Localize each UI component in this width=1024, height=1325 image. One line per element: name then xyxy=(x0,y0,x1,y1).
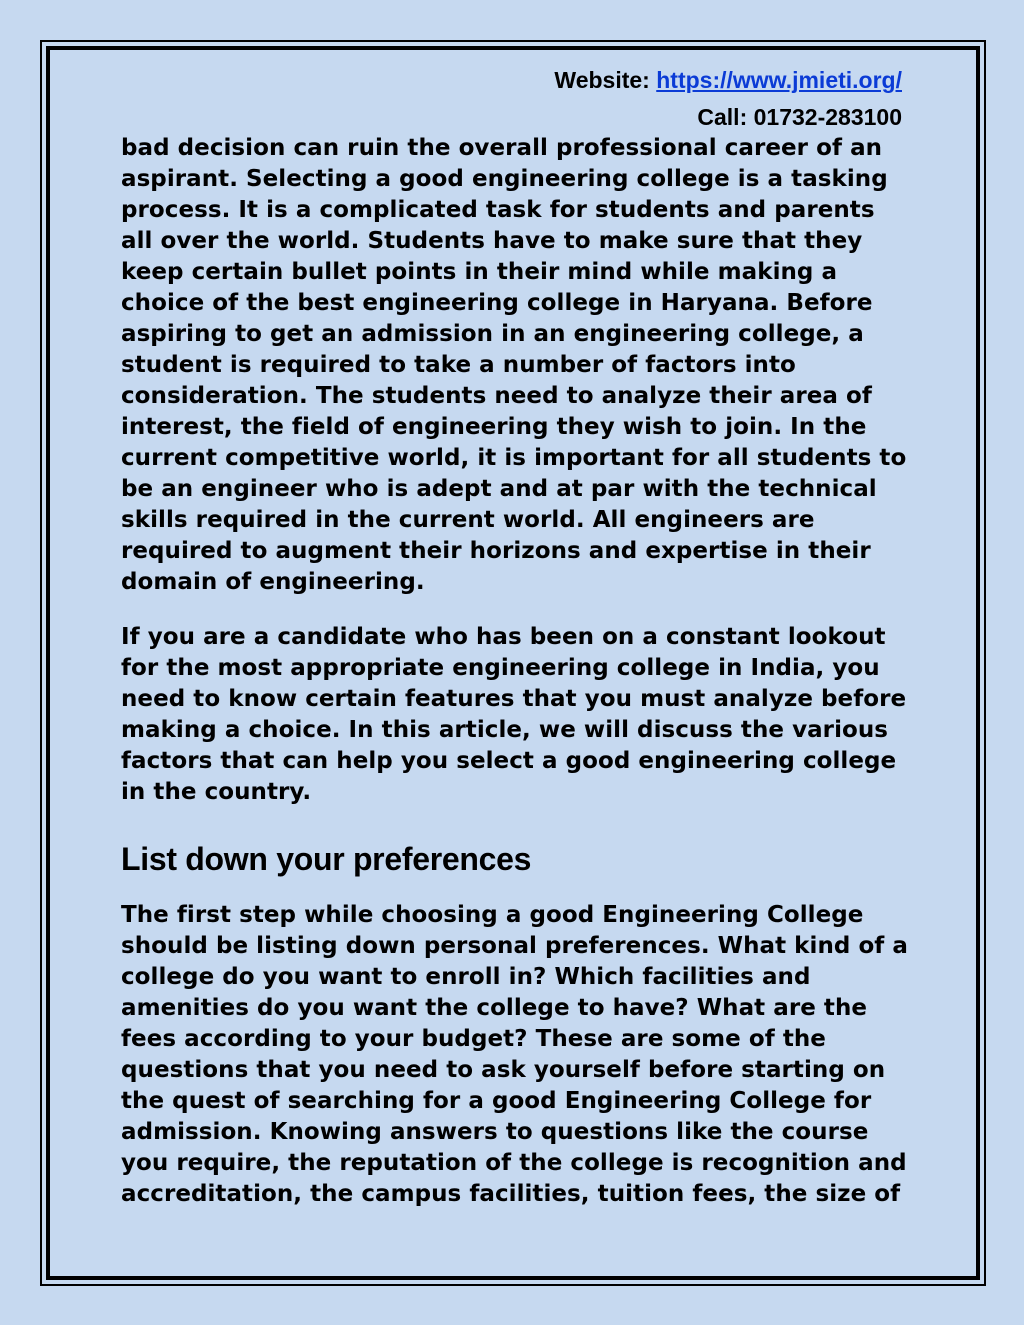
website-line xyxy=(554,62,902,99)
website-label: Website: xyxy=(554,67,657,93)
website-link[interactable]: https://www.jmieti.org/ xyxy=(656,67,902,93)
paragraph-candidate: If you are a candidate who has been on a constant lookout for the most appropriate engineering college in India, you need to know certain features that you must analyze before making a choice. In this article, we will discuss the various factors that can help you select a good engineering college in the country. xyxy=(121,624,907,805)
contact-header xyxy=(554,62,902,136)
article-body xyxy=(121,133,911,1210)
paragraph-preferences: The first step while choosing a good Engineering College should be listing down personal preferences. What kind of a college do you want to enroll in? Which facilities and amenities do you want the college to have? What are the fees according to your budget? These are some of the questions that you need to ask yourself before starting on the quest of searching for a good Engineering College for admission. Knowing answers to questions like the course you require, the reputation of the college is recognition and accreditation, the campus facilities, tuition fees, the size of xyxy=(121,902,908,1207)
paragraph-intro-continued: bad decision can ruin the overall professional career of an aspirant. Selecting a good engineering college is a tasking process. It is a complicated task for students and parents all over the world. Students have to make sure that they keep certain bullet points in their mind while making a choice of the best engineering college in Haryana. Before aspiring to get an admission in an engineering college, a student is required to take a number of factors into consideration. The students need to analyze their area of interest, the field of engineering they wish to join. In the current competitive world, it is important for all students to be an engineer who is adept and at par with the technical skills required in the current world. All engineers are required to augment their horizons and expertise in their domain of engineering. xyxy=(121,135,907,595)
call-line: Call: 01732-283100 xyxy=(697,104,902,130)
section-heading: List down your preferences xyxy=(121,841,532,877)
